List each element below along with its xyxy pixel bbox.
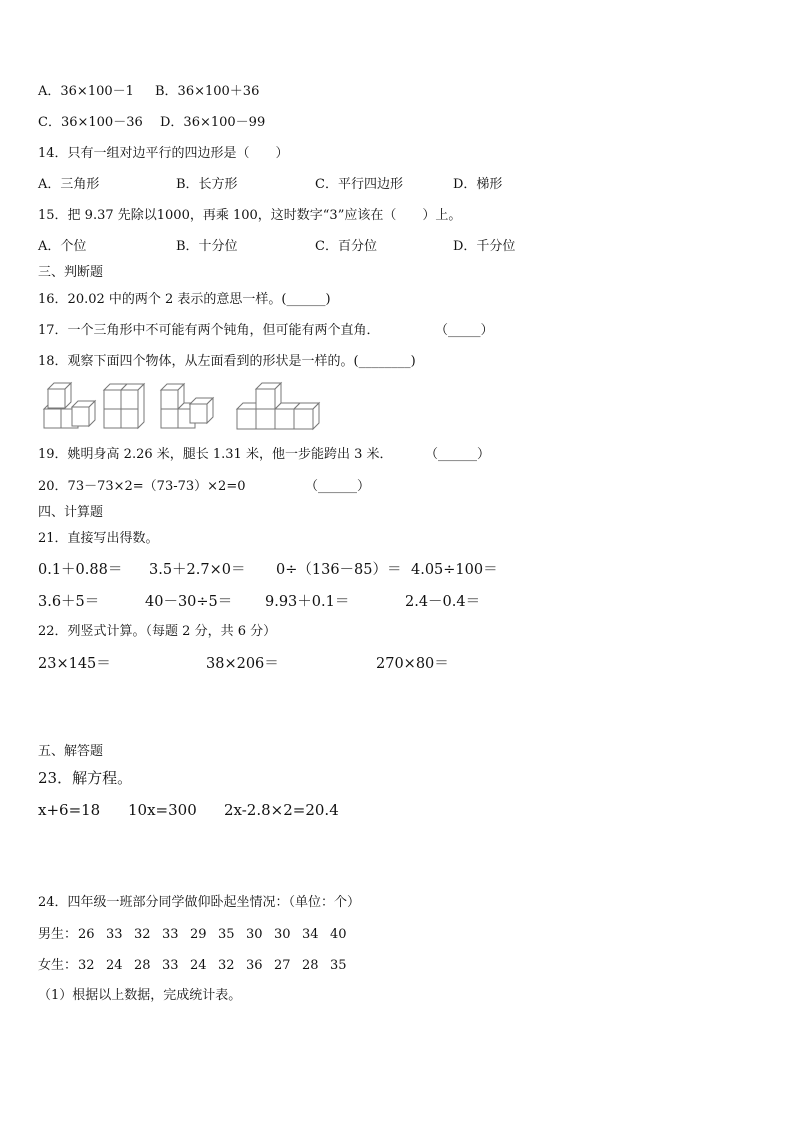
q14-option-c: C．平行四边形 xyxy=(315,177,403,192)
q24-girls-value: 24 xyxy=(190,958,207,973)
q20-answer-blank: （______） xyxy=(305,479,371,494)
q24-question: 24．四年级一班部分同学做仰卧起坐情况：（单位：个） xyxy=(38,895,361,910)
q15-option-a: A．个位 xyxy=(38,239,87,254)
q21-item: 3.5＋2.7×0＝ xyxy=(149,562,246,578)
q24-boys-label: 男生： xyxy=(38,927,78,942)
q24-boys-value: 30 xyxy=(246,927,263,942)
q23-equation: 10x=300 xyxy=(128,801,197,819)
q18-question: 18．观察下面四个物体，从左面看到的形状是一样的。(________) xyxy=(38,354,416,369)
section-title-judgement: 三、判断题 xyxy=(38,265,104,280)
q13-option-a: A．36×100－1 xyxy=(38,84,134,99)
cube-figure-3 xyxy=(161,384,213,428)
q24-girls-value: 33 xyxy=(162,958,179,973)
q21-question: 21．直接写出得数。 xyxy=(38,531,159,546)
q24-boys-value: 33 xyxy=(106,927,123,942)
q19-answer-blank: （______） xyxy=(425,447,491,462)
q24-boys-value: 26 xyxy=(78,927,95,942)
q24-boys-value: 34 xyxy=(302,927,319,942)
q24-girls-value: 35 xyxy=(330,958,347,973)
cube-figures-illustration xyxy=(38,379,328,437)
q24-boys-value: 33 xyxy=(162,927,179,942)
cube-figure-2 xyxy=(104,384,144,428)
q15-option-b: B．十分位 xyxy=(176,239,238,254)
q13-option-d: D．36×100－99 xyxy=(160,115,266,130)
q22-item: 23×145＝ xyxy=(38,656,111,672)
q21-item: 3.6＋5＝ xyxy=(38,594,100,610)
section-title-calculation: 四、计算题 xyxy=(38,505,104,520)
q14-question: 14．只有一组对边平行的四边形是（ ） xyxy=(38,146,289,161)
q24-girls-value: 32 xyxy=(218,958,235,973)
q24-girls-value: 27 xyxy=(274,958,291,973)
q24-boys-value: 29 xyxy=(190,927,207,942)
q16-question: 16．20.02 中的两个 2 表示的意思一样。(______) xyxy=(38,292,331,307)
q24-subquestion-1: （1）根据以上数据，完成统计表。 xyxy=(38,988,242,1003)
q19-question: 19．姚明身高 2.26 米，腿长 1.31 米，他一步能跨出 3 米． xyxy=(38,447,393,462)
cube-figure-4 xyxy=(237,383,319,429)
q24-boys-value: 30 xyxy=(274,927,291,942)
q22-item: 270×80＝ xyxy=(376,656,449,672)
cube-figure-1 xyxy=(44,383,95,428)
q24-boys-value: 32 xyxy=(134,927,151,942)
q24-girls-label: 女生： xyxy=(38,958,78,973)
q24-boys-value: 35 xyxy=(218,927,235,942)
q13-option-b: B．36×100＋36 xyxy=(155,84,260,99)
q18-cube-figures xyxy=(38,379,328,437)
q20-question: 20．73－73×2=（73-73）×2=0 xyxy=(38,479,246,494)
q21-item: 40－30÷5＝ xyxy=(145,594,233,610)
q21-item: 2.4－0.4＝ xyxy=(405,594,481,610)
q21-item: 9.93＋0.1＝ xyxy=(265,594,350,610)
q17-answer-blank: （_____） xyxy=(435,323,494,338)
q24-girls-value: 24 xyxy=(106,958,123,973)
q21-item: 4.05÷100＝ xyxy=(411,562,498,578)
q24-girls-value: 36 xyxy=(246,958,263,973)
q21-item: 0÷（136－85）＝ xyxy=(276,562,402,578)
q17-question: 17．一个三角形中不可能有两个钝角，但可能有两个直角． xyxy=(38,323,380,338)
q14-option-a: A．三角形 xyxy=(38,177,100,192)
q15-option-d: D．千分位 xyxy=(453,239,516,254)
q22-question: 22．列竖式计算。（每题 2 分，共 6 分） xyxy=(38,624,277,639)
q13-option-c: C．36×100－36 xyxy=(38,115,143,130)
q22-item: 38×206＝ xyxy=(206,656,279,672)
q23-question: 23．解方程。 xyxy=(38,769,133,787)
q14-option-d: D．梯形 xyxy=(453,177,503,192)
section-title-solve: 五、解答题 xyxy=(38,744,104,759)
q24-girls-value: 28 xyxy=(302,958,319,973)
q23-equation: x+6=18 xyxy=(38,801,101,819)
q24-girls-value: 28 xyxy=(134,958,151,973)
q23-equation: 2x-2.8×2=20.4 xyxy=(224,801,339,819)
q14-option-b: B．长方形 xyxy=(176,177,238,192)
q15-option-c: C．百分位 xyxy=(315,239,377,254)
q24-girls-value: 32 xyxy=(78,958,95,973)
q15-question: 15．把 9.37 先除以1000，再乘 100，这时数字“3”应该在（ ）上。 xyxy=(38,208,462,223)
q24-boys-value: 40 xyxy=(330,927,347,942)
q21-item: 0.1＋0.88＝ xyxy=(38,562,123,578)
